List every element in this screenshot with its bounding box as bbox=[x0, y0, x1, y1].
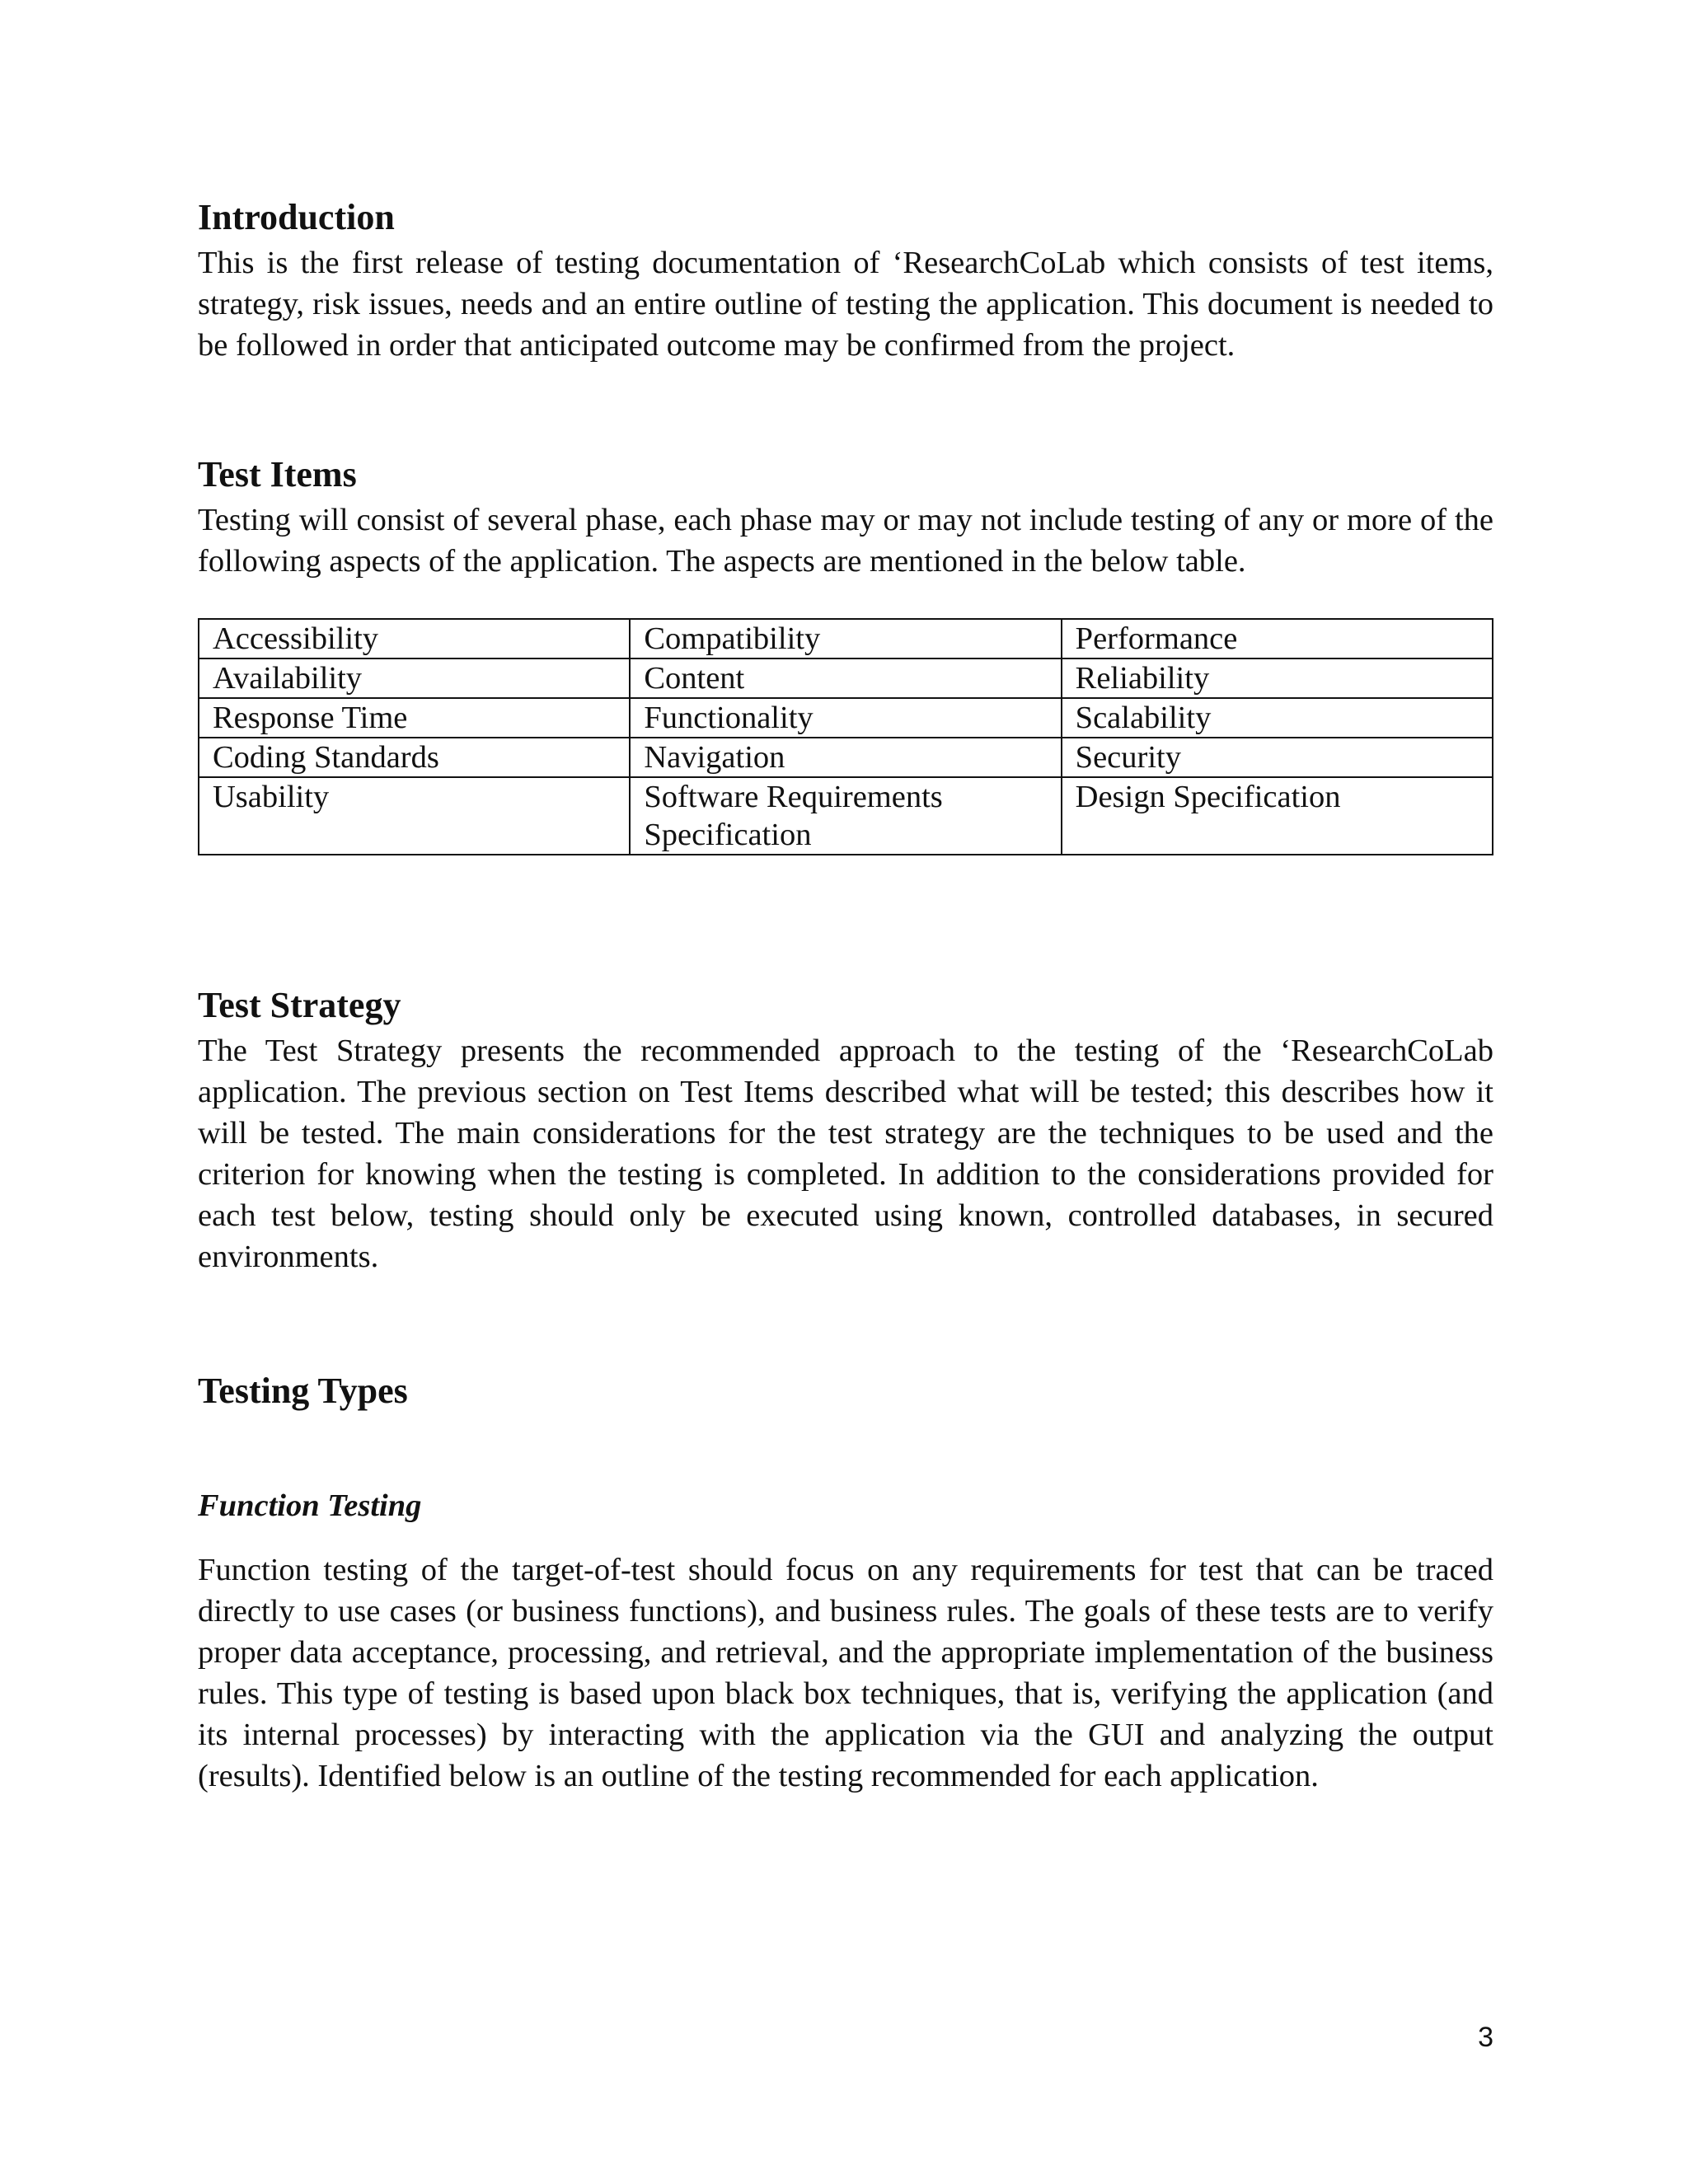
test-strategy-heading: Test Strategy bbox=[198, 985, 401, 1025]
table-cell: Scalability bbox=[1062, 698, 1493, 738]
table-cell: Response Time bbox=[199, 698, 630, 738]
table-row bbox=[199, 619, 1493, 658]
testing-types-heading: Testing Types bbox=[198, 1371, 408, 1411]
table-cell: Content bbox=[630, 658, 1061, 698]
table-row bbox=[199, 738, 1493, 777]
table-cell: Software Requirements Specification bbox=[630, 777, 1061, 855]
table-cell: Usability bbox=[199, 777, 630, 855]
test-strategy-body: The Test Strategy presents the recommended approach to the testing of the ‘ResearchCoLab application. The previous section on Test Items described what will be tested; this describes how it will be tested. The main considerations for the test strategy are the techniques to be used and the criterion for knowing when the testing is completed. In addition to the considerations provided for each test below, testing should only be executed using known, controlled databases, in secured environments. bbox=[198, 1033, 1493, 1274]
table-cell: Accessibility bbox=[199, 619, 630, 658]
introduction-section bbox=[198, 196, 1493, 366]
function-testing-subheading: Function Testing bbox=[198, 1488, 422, 1523]
function-testing-body: Function testing of the target-of-test should focus on any requirements for test that can be traced directly to use cases (or business functions), and business rules. The goals of these tests are to verify proper data acceptance, processing, and retrieval, and the appropriate implementation of the business rules. This type of testing is based upon black box techniques, that is, verifying the application (and its internal processes) by interacting with the application via the GUI and analyzing the output (results). Identified below is an outline of the testing recommended for each application. bbox=[198, 1553, 1493, 1793]
test-items-table bbox=[198, 618, 1493, 855]
test-items-section bbox=[198, 453, 1493, 582]
table-cell: Performance bbox=[1062, 619, 1493, 658]
introduction-body: This is the first release of testing documentation of ‘ResearchCoLab which consists of test items, strategy, risk issues, needs and an entire outline of testing the application. This document is needed to be followed in order that anticipated outcome may be confirmed from the project. bbox=[198, 246, 1493, 363]
test-strategy-section bbox=[198, 984, 1493, 1277]
table-cell: Security bbox=[1062, 738, 1493, 777]
test-items-table-wrap bbox=[198, 618, 1493, 855]
table-cell: Compatibility bbox=[630, 619, 1061, 658]
test-items-body: Testing will consist of several phase, each phase may or may not include testing of any or more of the following aspects of the application. The aspects are mentioned in the below table. bbox=[198, 503, 1493, 579]
table-cell: Navigation bbox=[630, 738, 1061, 777]
table-row bbox=[199, 698, 1493, 738]
page-number: 3 bbox=[1478, 2022, 1493, 2053]
table-row bbox=[199, 658, 1493, 698]
table-row bbox=[199, 777, 1493, 855]
table-cell: Availability bbox=[199, 658, 630, 698]
table-cell: Coding Standards bbox=[199, 738, 630, 777]
testing-types-section bbox=[198, 1370, 1493, 1413]
table-cell: Design Specification bbox=[1062, 777, 1493, 855]
introduction-heading: Introduction bbox=[198, 197, 395, 237]
table-cell: Functionality bbox=[630, 698, 1061, 738]
function-testing-section bbox=[198, 1485, 1493, 1797]
test-items-heading: Test Items bbox=[198, 454, 357, 494]
table-cell: Reliability bbox=[1062, 658, 1493, 698]
